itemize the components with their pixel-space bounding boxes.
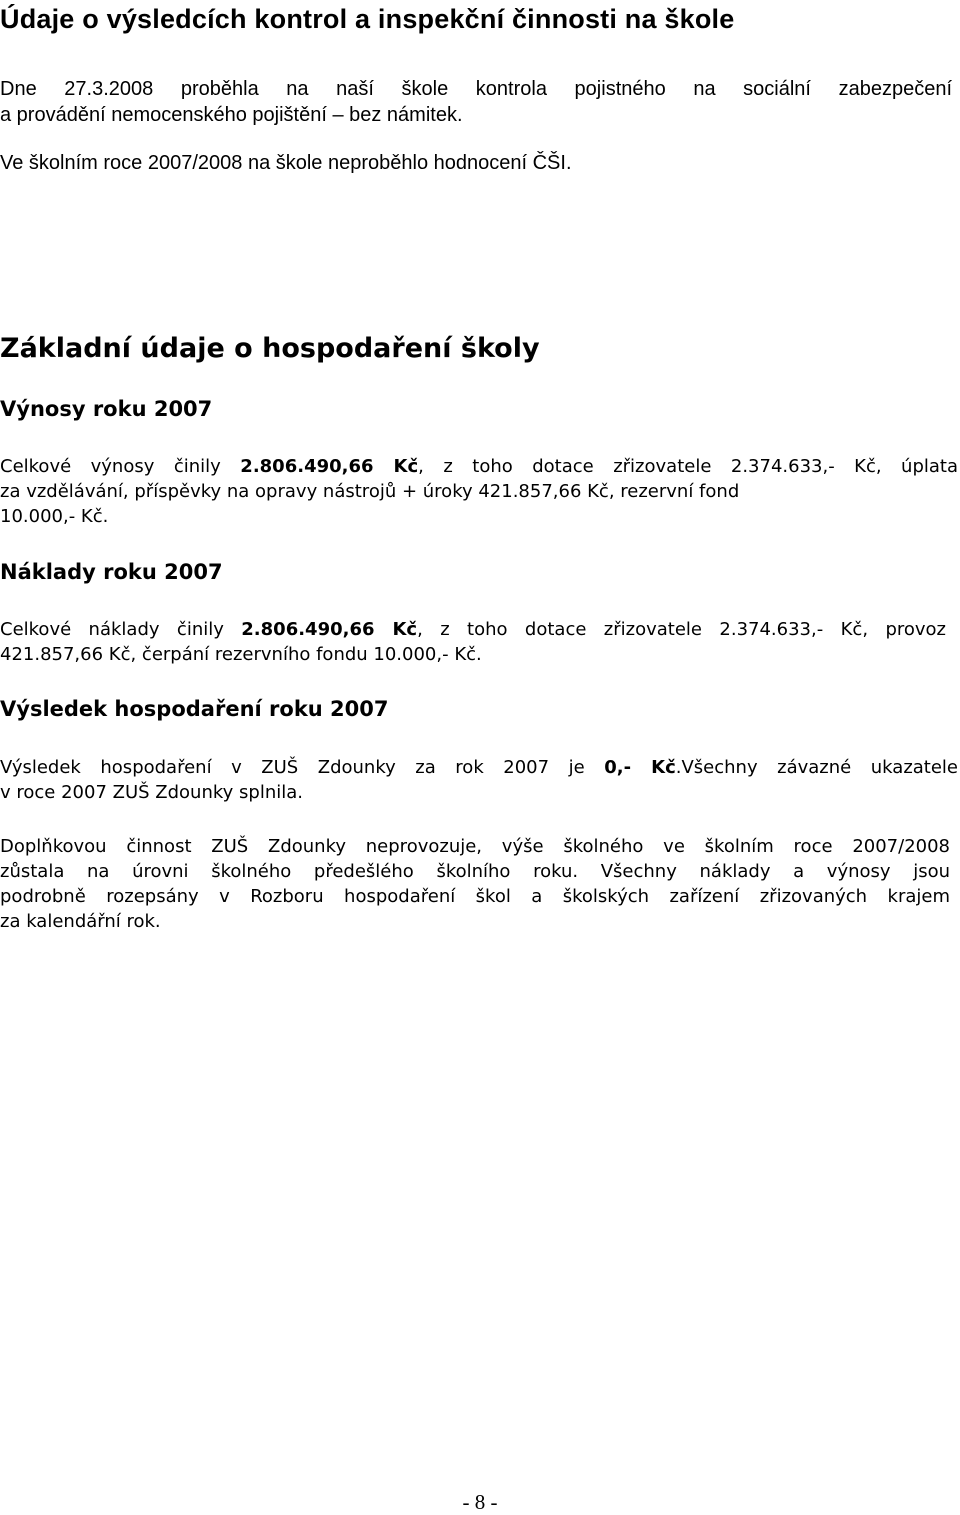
result-amount: 0,- Kč: [604, 757, 676, 778]
revenues-line-1: Celkové výnosy činily 2.806.490,66 Kč, z toho dotace zřizovatele 2.374.633,- Kč, úplata: [0, 456, 959, 477]
supplementary-activity-paragraph: [0, 834, 950, 934]
costs-line-1: Celkové náklady činily 2.806.490,66 Kč, z toho dotace zřizovatele 2.374.633,- Kč, provoz: [0, 619, 946, 640]
revenues-paragraph: [0, 454, 958, 529]
finance-heading: Základní údaje o hospodaření školy: [0, 333, 540, 364]
result-line-2: v roce 2007 ZUŠ Zdounky splnila.: [0, 782, 303, 803]
inspection-line-2: a provádění nemocenského pojištění – bez námitek.: [0, 104, 463, 126]
costs-total-amount: 2.806.490,66 Kč: [241, 619, 418, 640]
supplementary-line-2: zůstala na úrovni školného předešlého školního roku. Všechny náklady a výnosy jsou: [0, 861, 950, 882]
revenues-heading: Výnosy roku 2007: [0, 397, 213, 421]
revenues-total-amount: 2.806.490,66 Kč: [240, 456, 419, 477]
revenues-line-3: 10.000,- Kč.: [0, 506, 109, 527]
csi-evaluation-note: Ve školním roce 2007/2008 na škole neproběhlo hodnocení ČŠI.: [0, 152, 572, 174]
costs-heading: Náklady roku 2007: [0, 560, 223, 584]
result-heading: Výsledek hospodaření roku 2007: [0, 697, 389, 721]
page-number: - 8 -: [462, 1490, 498, 1514]
supplementary-line-4: za kalendářní rok.: [0, 911, 161, 932]
costs-line-2: 421.857,66 Kč, čerpání rezervního fondu 10.000,- Kč.: [0, 644, 482, 665]
costs-paragraph: [0, 617, 958, 667]
result-line-1: Výsledek hospodaření v ZUŠ Zdounky za rok 2007 je 0,- Kč.Všechny závazné ukazatele: [0, 757, 959, 778]
supplementary-line-3: podrobně rozepsány v Rozboru hospodaření škol a školských zařízení zřizovaných krajem: [0, 886, 950, 907]
page-title: Údaje o výsledcích kontrol a inspekční činnosti na škole: [0, 4, 735, 34]
inspection-paragraph: [0, 76, 952, 128]
revenues-line-2: za vzdělávání, příspěvky na opravy nástrojů + úroky 421.857,66 Kč, rezervní fond: [0, 481, 740, 502]
supplementary-line-1: Doplňkovou činnost ZUŠ Zdounky neprovozuje, výše školného ve školním roce 2007/2008: [0, 836, 950, 857]
inspection-line-1: Dne 27.3.2008 proběhla na naší škole kontrola pojistného na sociální zabezpečení: [0, 78, 952, 100]
result-paragraph: [0, 755, 958, 805]
